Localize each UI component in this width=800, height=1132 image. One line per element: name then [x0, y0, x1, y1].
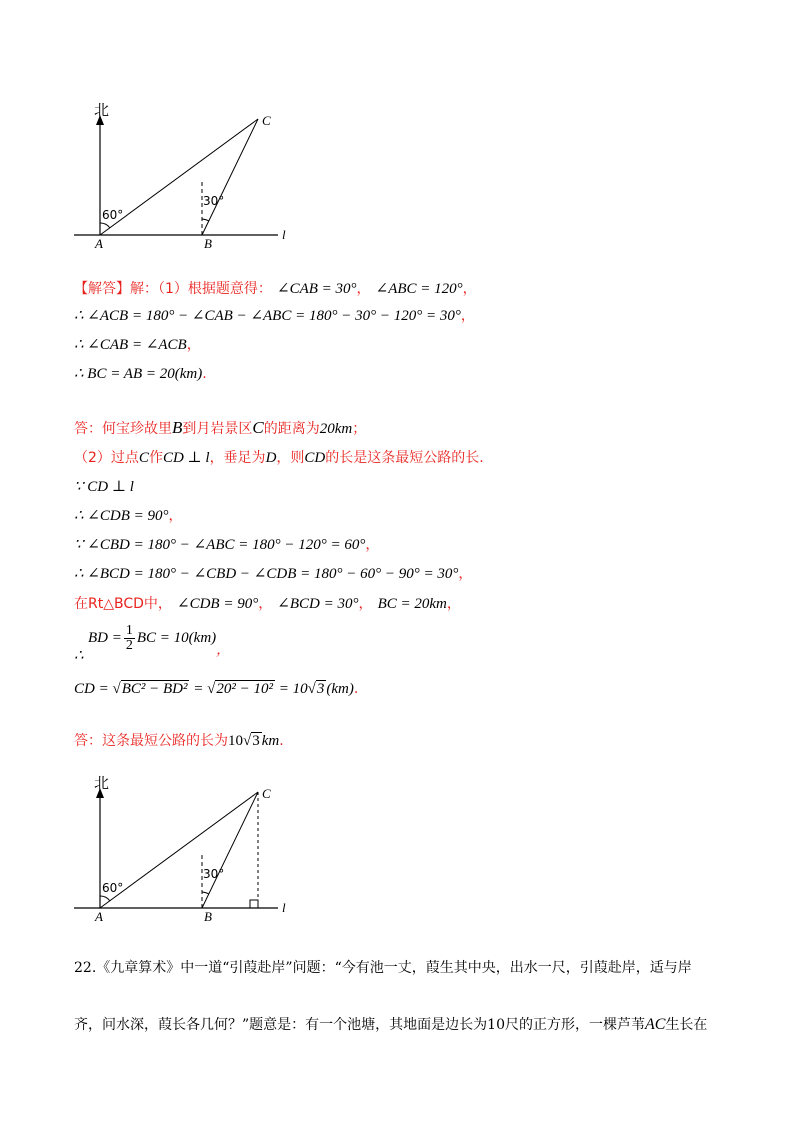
angle-equality: ∴ ∠CAB = ∠ACB	[74, 337, 187, 353]
solution-lead: 解：（1）根据题意得：	[130, 281, 272, 297]
answer-2: 答：这条最短公路的长为10√3 km.	[74, 733, 284, 749]
line-l-label: l	[282, 900, 286, 915]
point-a-label: A	[95, 909, 103, 924]
given-angle-cab: ∠CAB = 30°	[277, 281, 357, 297]
figure-2	[60, 770, 300, 930]
step-2: ∴ ∠CDB = 90°，	[74, 508, 183, 524]
segment-ac	[100, 119, 258, 235]
solution-tag: 【解答】	[74, 281, 130, 297]
given-angle-abc: ∠ABC = 120°	[375, 281, 463, 297]
segment-ac	[100, 792, 258, 908]
answer-1: 答：何宝珍故里B到月岩景区C的距离为20km；	[74, 418, 367, 437]
angle-arc-b	[202, 892, 209, 894]
angle-label-a: 60°	[102, 208, 124, 222]
point-c-label: C	[262, 786, 271, 801]
angle-label-a: 60°	[102, 881, 124, 895]
figure-1	[60, 95, 300, 255]
angle-arc-b	[202, 219, 209, 221]
part-2-intro: （2）过点C作CD ⊥ l，垂足为D，则CD的长是这条最短公路的长.	[74, 450, 484, 466]
point-b-label: B	[204, 909, 212, 924]
angle-arc-a	[100, 223, 110, 228]
step-1: ∵ CD ⊥ l	[74, 479, 134, 495]
point-b-label: B	[204, 236, 212, 251]
step-3: ∵ ∠CBD = 180° − ∠ABC = 180° − 120° = 60°，	[74, 537, 380, 553]
north-label: 北	[94, 774, 110, 792]
right-angle-mark	[250, 900, 258, 908]
solution-line-1: 【解答】解：（1）根据题意得： ∠CAB = 30°， ∠ABC = 120°，	[74, 281, 477, 297]
step-rt-triangle: 在Rt△BCD中， ∠CDB = 90°， ∠BCD = 30°， BC = 20km，	[74, 596, 461, 612]
step-4: ∴ ∠BCD = 180° − ∠CBD − ∠CDB = 180° − 60° − 90° = 30°，	[74, 566, 473, 582]
north-label: 北	[94, 101, 110, 119]
point-c-label: C	[262, 113, 271, 128]
angle-arc-a	[100, 896, 110, 901]
step-cd: CD = √BC² − BD² = √20² − 10² = 10√3 (km).	[74, 681, 359, 697]
bc-equals-ab: ∴ BC = AB = 20(km)	[74, 366, 203, 382]
problem-22-line-1: 22.《九章算术》中一道“引葭赴岸”问题：“今有池一丈，葭生其中央，出水一尺，引葭赴岸，适与岸	[74, 960, 692, 976]
fraction-half: $\frac{1}{2}$	[125, 623, 133, 653]
angle-label-b: 30°	[203, 867, 225, 881]
angle-label-b: 30°	[203, 194, 225, 208]
line-l-label: l	[282, 227, 286, 242]
segment-bc	[202, 792, 258, 908]
point-a-label: A	[95, 236, 103, 251]
angle-acb-calc: ∴ ∠ACB = 180° − ∠CAB − ∠ABC = 180° − 30° − 120° = 30°	[74, 308, 461, 324]
solution-line-3: ∴ ∠CAB = ∠ACB，	[74, 337, 201, 353]
segment-bc	[202, 119, 258, 235]
problem-22-line-2: 齐，问水深，葭长各几何？”题意是：有一个池塘，其地面是边长为10尺的正方形，一棵芦苇AC生长在	[74, 1016, 708, 1033]
solution-line-4: ∴ BC = AB = 20(km).	[74, 366, 207, 382]
solution-line-2: ∴ ∠ACB = 180° − ∠CAB − ∠ABC = 180° − 30° − 120° = 30°，	[74, 308, 475, 324]
